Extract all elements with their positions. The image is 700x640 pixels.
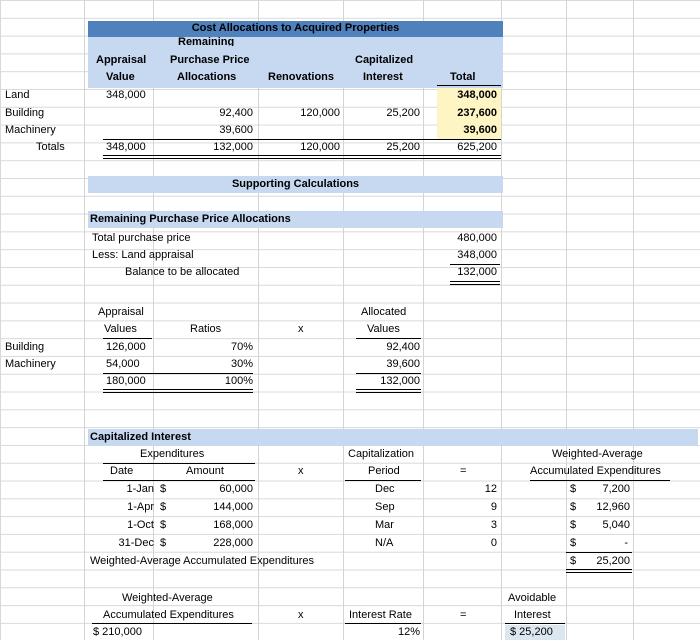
capint-row2-wa: 12,960 [596,501,630,513]
capint-h-wa1: Weighted-Average [552,448,643,460]
col-line [258,0,259,640]
capint-row4-cur: $ [160,537,167,549]
building-remaining: 92,400 [219,107,253,119]
header-total: Total [450,71,476,83]
building-total: 237,600 [457,107,497,119]
header-renovations: Renovations [268,71,335,83]
capint-row1-wa: 7,200 [602,483,630,495]
capint-row2-cur: $ [160,501,167,513]
totals-total: 625,200 [457,141,497,153]
totals-double-rule [103,155,501,159]
capint-row1-period: Dec [375,483,395,495]
capint-wa-cur: $ [570,555,577,567]
capint-row3-cur2: $ [570,519,577,531]
page-title: Cost Allocations to Acquired Properties [191,22,400,34]
capint-row2-cur2: $ [570,501,577,513]
final-rate: 12% [397,626,420,638]
totals-interest: 25,200 [386,141,420,153]
final-wa-value: $ 210,000 [93,626,142,638]
alloc-label-building: Building [5,341,45,353]
totals-top-rule [103,139,501,140]
final-wa-rule [92,623,252,624]
alloc-h-ratios: Ratios [190,323,222,335]
land-appraisal: 348,000 [106,89,146,101]
final-h-interest: Interest [514,609,551,621]
rppa-line3: Balance to be allocated [125,266,240,278]
capint-wa-label: Weighted-Average Accumulated Expenditures [90,555,315,567]
final-h-eq: = [460,609,467,621]
alloc-h-appraisal: Appraisal [98,306,144,318]
alloc-machinery-ratio: 30% [230,358,253,370]
alloc-total-rule-b [356,373,421,374]
alloc-h-allocated-values: Values [367,323,400,335]
rppa-double-rule [450,281,500,285]
capint-row2-period: Sep [375,501,395,513]
capint-h-period: Period [368,465,400,477]
capint-h-date: Date [110,465,134,477]
building-renovations: 120,000 [300,107,340,119]
capint-row1-cur: $ [160,483,167,495]
col-line [343,0,344,640]
row-label-building: Building [5,107,45,119]
final-h-avoidable: Avoidable [508,592,557,604]
col-line [423,0,424,640]
capint-row3-amount: 168,000 [213,519,253,531]
header-appraisal: Appraisal [96,54,147,66]
capint-title: Capitalized Interest [90,431,191,443]
alloc-label-machinery: Machinery [5,358,56,370]
supporting-title: Supporting Calculations [231,178,360,190]
capint-row4-amount: 228,000 [213,537,253,549]
alloc-total-rule-a [103,373,253,374]
capint-h-amount: Amount [186,465,224,477]
land-total: 348,000 [457,89,497,101]
capint-row3-date: 1-Oct [127,519,154,531]
row-label-land: Land [5,89,30,101]
capint-h-wa2: Accumulated Expenditures [530,465,661,477]
machinery-remaining: 39,600 [219,124,253,136]
capint-expenditures: Expenditures [140,448,205,460]
capint-row4-cur2: $ [570,537,577,549]
capint-row4-period: N/A [375,537,394,549]
final-h-wa1: Weighted-Average [122,592,213,604]
capint-wa-rule [530,480,670,481]
col-line [633,0,634,640]
rppa-line2: Less: Land appraisal [92,249,194,261]
total-underline [437,85,501,86]
totals-renovations: 120,000 [300,141,340,153]
capint-row4-date: 31-Dec [118,537,154,549]
rppa-line1: Total purchase price [92,232,191,244]
capint-h-eq: = [460,465,467,477]
capint-h-capitalization: Capitalization [348,448,415,460]
rppa-v2: 348,000 [457,249,497,261]
alloc-machinery-appraisal: 54,000 [106,358,140,370]
alloc-total-ratio: 100% [224,375,253,387]
alloc-double-rule-b [356,389,421,393]
final-h-rate: Interest Rate [349,609,412,621]
row-label-totals: Totals [36,141,65,153]
alloc-double-rule-a [103,389,253,393]
alloc-building-appraisal: 126,000 [106,341,146,353]
alloc-building-allocated: 92,400 [386,341,420,353]
header-capitalized: Capitalized [355,54,414,66]
final-h-x: x [298,609,304,621]
row-label-machinery: Machinery [5,124,56,136]
alloc-h-x: x [298,323,304,335]
capint-row2-months: 9 [490,501,497,513]
rppa-v1: 480,000 [457,232,497,244]
alloc-h-values: Values [104,323,137,335]
header-value: Value [106,71,135,83]
capint-row1-amount: 60,000 [219,483,253,495]
capint-wa-double-rule [566,569,632,573]
header-allocations: Allocations [177,71,237,83]
final-h-wa2: Accumulated Expenditures [103,609,234,621]
capint-date-rule [103,480,255,481]
rppa-rule [450,264,500,265]
capint-wa-total: 25,200 [596,555,630,567]
capint-row1-cur2: $ [570,483,577,495]
capint-row2-date: 1-Apr [127,501,154,513]
machinery-total: 39,600 [463,124,497,136]
building-interest: 25,200 [386,107,420,119]
header-interest: Interest [363,71,403,83]
header-remaining: Remaining [178,36,235,46]
col-line [501,0,502,640]
totals-appraisal: 348,000 [106,141,146,153]
capint-row3-period: Mar [375,519,394,531]
capint-row3-cur: $ [160,519,167,531]
capint-row3-months: 3 [490,519,497,531]
alloc-rule-b [356,338,421,339]
final-rate-rule [345,623,421,624]
rppa-title: Remaining Purchase Price Allocations [90,213,291,225]
col-line [84,0,85,640]
alloc-machinery-allocated: 39,600 [386,358,420,370]
header-purchase-price: Purchase Price [170,54,250,66]
alloc-building-ratio: 70% [230,341,253,353]
capint-row4-months: 0 [490,537,497,549]
alloc-rule-a [103,338,152,339]
final-avoid-rule [505,623,565,624]
totals-remaining: 132,000 [213,141,253,153]
capint-row1-months: 12 [484,483,497,495]
capint-exp-rule [103,463,255,464]
capint-wa-total-rule [566,552,632,553]
alloc-total-allocated: 132,000 [380,375,420,387]
alloc-h-allocated: Allocated [361,306,407,318]
final-avoidable: $ 25,200 [510,626,553,638]
capint-row2-amount: 144,000 [213,501,253,513]
capint-h-x: x [298,465,304,477]
capint-period-rule [345,480,421,481]
col-line [566,0,567,640]
capint-row4-wa: - [624,537,628,549]
capint-row3-wa: 5,040 [602,519,630,531]
alloc-total-appraisal: 180,000 [106,375,146,387]
capint-row1-date: 1-Jan [126,483,154,495]
rppa-v3: 132,000 [457,266,497,278]
